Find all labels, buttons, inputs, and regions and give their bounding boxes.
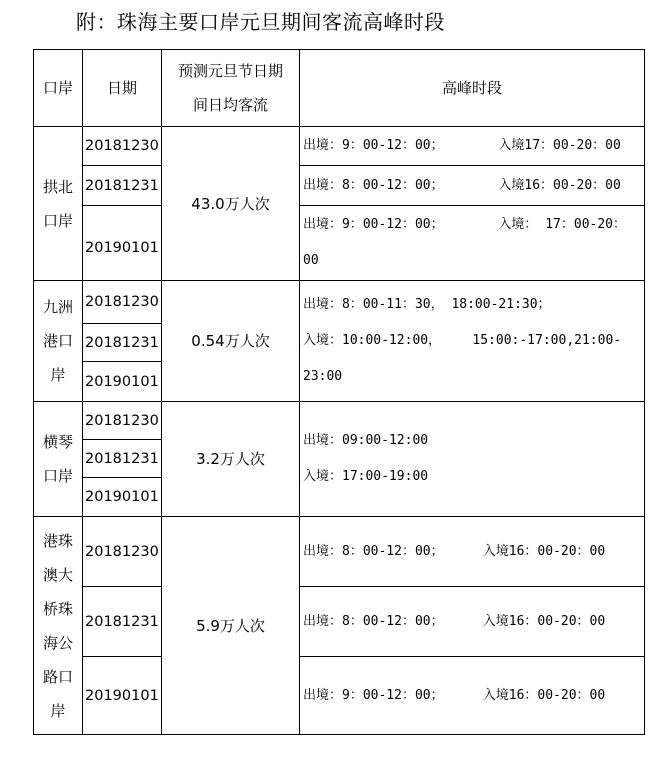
flow-cell-gongbei: 43.0万人次: [162, 127, 300, 281]
peak-cell: 出境：09:00-12:00 入境：17:00-19:00: [300, 402, 645, 517]
port-name-jiuzhou: 九洲 港口 岸: [34, 281, 83, 402]
peak-cell: 出境：8：00-12：00； 入境16：00-20：00: [300, 517, 645, 587]
flow-cell-hengqin: 3.2万人次: [162, 402, 300, 517]
date-cell: 20190101: [83, 657, 162, 735]
header-flow-line1: 预测元旦节日期: [177, 62, 283, 80]
table-row: [34, 402, 645, 440]
table-row: [34, 657, 645, 735]
header-flow: [162, 50, 300, 127]
flow-cell-hzmb: 5.9万人次: [162, 517, 300, 735]
table-row: [34, 281, 645, 324]
port-name-gongbei: 拱北 口岸: [34, 127, 83, 281]
date-cell: 20181231: [83, 166, 162, 206]
table-row: [34, 587, 645, 657]
peak-cell: 出境：9：00-12：00； 入境： 17：00-20： 00: [300, 206, 645, 281]
header-row: [34, 50, 645, 127]
header-peak: 高峰时段: [300, 50, 645, 127]
peak-hours-table: [33, 49, 645, 735]
date-cell: 20181231: [83, 587, 162, 657]
date-cell: 20190101: [83, 206, 162, 281]
flow-cell-jiuzhou: 0.54万人次: [162, 281, 300, 402]
table-row: [34, 517, 645, 587]
peak-cell: 出境：9：00-12：00； 入境16：00-20：00: [300, 657, 645, 735]
peak-cell: 出境：9：00-12：00； 入境17：00-20：00: [300, 127, 645, 166]
peak-cell: 出境：8：00-12：00； 入境16：00-20：00: [300, 587, 645, 657]
header-flow-line2: 间日均客流: [192, 96, 268, 114]
port-name-hzmb: 港珠 澳大 桥珠 海公 路口 岸: [34, 517, 83, 735]
table-row: [34, 127, 645, 166]
table-row: [34, 206, 645, 281]
date-cell: 20181230: [83, 281, 162, 324]
date-cell: 20190101: [83, 478, 162, 517]
date-cell: 20181230: [83, 127, 162, 166]
header-date: 日期: [83, 50, 162, 127]
port-name-hengqin: 横琴 口岸: [34, 402, 83, 517]
peak-cell: 出境：8：00-11：30， 18:00-21:30； 入境：10:00-12:00， 15:00:-17:00,21:00- 23:00: [300, 281, 645, 402]
table-row: [34, 166, 645, 206]
header-port: 口岸: [34, 50, 83, 127]
page-title: 附：珠海主要口岸元旦期间客流高峰时段: [76, 10, 445, 34]
date-cell: 20190101: [83, 362, 162, 402]
peak-cell: 出境：8：00-12：00； 入境16：00-20：00: [300, 166, 645, 206]
date-cell: 20181230: [83, 517, 162, 587]
date-cell: 20181231: [83, 324, 162, 362]
date-cell: 20181231: [83, 440, 162, 478]
date-cell: 20181230: [83, 402, 162, 440]
